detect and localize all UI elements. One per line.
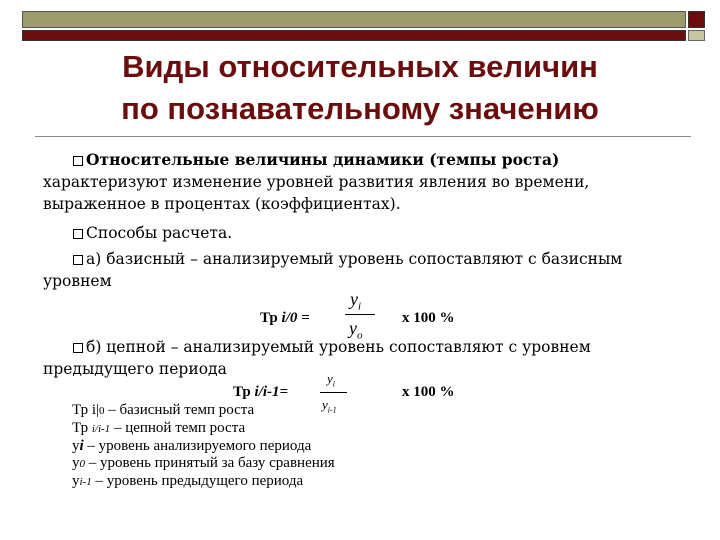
header-band-maroon-square (688, 11, 705, 28)
paragraph-basic (43, 248, 673, 292)
paragraph-dynamics-text: характеризуют изменение уровней развития явления во времени, выраженное в процентах (коэффициентах). (43, 173, 590, 213)
formula-basic-denominator: $y_o$ (349, 318, 363, 342)
slide-title-line1: Виды относительных величин (122, 49, 598, 84)
header-band (22, 11, 707, 42)
formula-chain-numerator: $y_i$ (327, 371, 336, 389)
formula-basic-multiplier: x 100 % (402, 310, 455, 326)
legend-row: Тр i|0 – базисный темп роста (72, 402, 255, 418)
paragraph-chain-text: б) цепной – анализируемый уровень сопоставляют с уровнем предыдущего периода (43, 338, 591, 378)
formula-chain-multiplier: x 100 % (402, 384, 455, 400)
bullet-square-icon (73, 156, 83, 166)
formula-chain-fraction-line (320, 392, 347, 393)
symbol-legend (72, 402, 335, 491)
legend-row: y0 – уровень принятый за базу сравнения (72, 455, 335, 471)
paragraph-chain (43, 336, 673, 380)
formula-chain-label: Тр i/i-1= (233, 384, 289, 400)
formula-basic-label: Тр i/0 = (260, 310, 310, 326)
slide-title (40, 46, 680, 130)
formula-basic-fraction-line (345, 314, 375, 315)
paragraph-methods-text: Способы расчета. (86, 224, 233, 242)
legend-row: yi – уровень анализируемого периода (72, 438, 312, 454)
legend-row: yi-1 – уровень предыдущего периода (72, 473, 304, 489)
slide-title-line2: по познавательному значению (121, 91, 599, 126)
title-divider (35, 136, 691, 137)
paragraph-methods (43, 222, 683, 244)
header-band-olive-bar (22, 11, 686, 28)
formula-basic-numerator: $y_i$ (350, 289, 362, 313)
paragraph-dynamics-heading: Относительные величины динамики (темпы роста) (86, 150, 560, 169)
bullet-square-icon (73, 255, 83, 265)
formula-chain-denominator: $y_{i-1}$ (322, 397, 337, 415)
header-band-maroon-bar (22, 30, 686, 41)
header-band-light-square (688, 30, 705, 41)
paragraph-basic-text: а) базисный – анализируемый уровень сопоставляют с базисным уровнем (43, 250, 623, 290)
paragraph-dynamics (43, 149, 683, 215)
legend-row: Тр i/i-1 – цепной темп роста (72, 420, 246, 436)
bullet-square-icon (73, 343, 83, 353)
bullet-square-icon (73, 229, 83, 239)
